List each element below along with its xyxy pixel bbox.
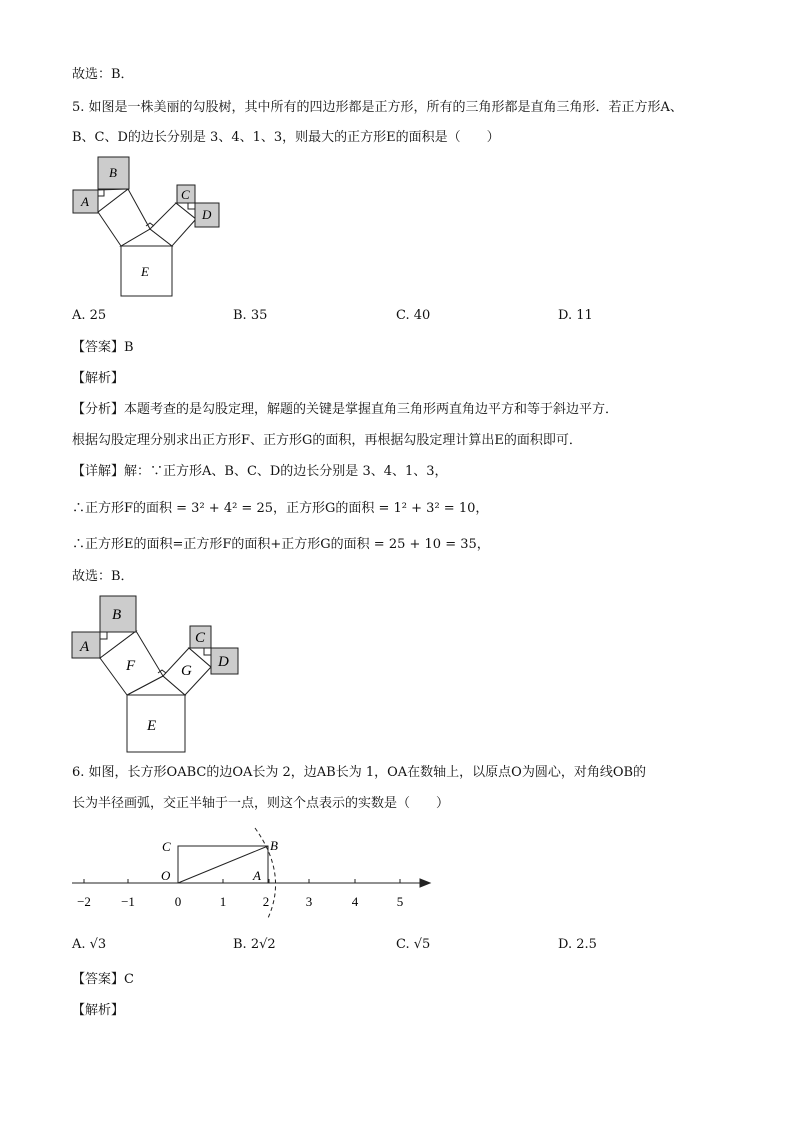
fig2-label-b: B bbox=[112, 607, 122, 623]
q5-pythagoras-tree-figure bbox=[70, 155, 230, 300]
tick-label-4: 4 bbox=[351, 894, 359, 909]
tick-label-3: 3 bbox=[305, 894, 313, 909]
fig1-label-e: E bbox=[141, 264, 149, 279]
q5-option-b: B. 35 bbox=[233, 308, 268, 323]
q5-detail-line2: ∴正方形F的面积 = 3² + 4² = 25，正方形G的面积 = 1² + 3² = 10， bbox=[72, 501, 489, 516]
q6-option-a: A. √3 bbox=[72, 937, 107, 952]
fig1-label-c: C bbox=[181, 187, 190, 202]
tick-label-5: 5 bbox=[396, 894, 404, 909]
q5-option-d: D. 11 bbox=[558, 308, 593, 323]
label-o: O bbox=[161, 868, 171, 883]
fig2-label-c: C bbox=[195, 630, 206, 646]
q6-option-c: C. √5 bbox=[396, 937, 431, 952]
q5-stem-line2: B、C、D的边长分别是 3、4、1、3，则最大的正方形E的面积是（ ） bbox=[72, 130, 500, 145]
q6-answer: 【答案】C bbox=[72, 972, 134, 987]
q5-detail-line1: 【详解】解：∵正方形A、B、C、D的边长分别是 3、4、1、3， bbox=[72, 464, 448, 479]
tick-label-neg2: −2 bbox=[77, 894, 91, 909]
tick-label-2: 2 bbox=[262, 894, 270, 909]
q5-analysis-line2: 根据勾股定理分别求出正方形F、正方形G的面积，再根据勾股定理计算出E的面积即可． bbox=[72, 433, 582, 448]
q6-analysis-heading: 【解析】 bbox=[72, 1003, 125, 1018]
q5-stem-line1: 5. 如图是一株美丽的勾股树，其中所有的四边形都是正方形，所有的三角形都是直角三角形．若正方形A、 bbox=[72, 100, 683, 115]
tick-label-1: 1 bbox=[219, 894, 227, 909]
fig1-label-b: B bbox=[109, 165, 117, 180]
q6-stem-line1: 6. 如图，长方形OABC的边OA长为 2，边AB长为 1，OA在数轴上，以原点O为圆心，对角线OB的 bbox=[72, 765, 647, 780]
q6-option-b: B. 2√2 bbox=[233, 937, 276, 952]
q5-analysis-line1: 【分析】本题考查的是勾股定理，解题的关键是掌握直角三角形两直角边平方和等于斜边平方． bbox=[72, 402, 619, 417]
label-b: B bbox=[270, 838, 278, 853]
label-c: C bbox=[162, 839, 171, 854]
fig1-label-a: A bbox=[81, 194, 89, 209]
fig2-label-d: D bbox=[218, 654, 229, 670]
fig2-label-f: F bbox=[126, 658, 136, 674]
q5-answer: 【答案】B bbox=[72, 340, 134, 355]
tick-label-0: 0 bbox=[174, 894, 182, 909]
tick-label-neg1: −1 bbox=[121, 894, 135, 909]
fig2-label-a: A bbox=[80, 639, 90, 655]
q5-solution-figure bbox=[70, 593, 245, 755]
q6-number-line-figure bbox=[66, 825, 436, 925]
q6-stem-line2: 长为半径画弧，交正半轴于一点，则这个点表示的实数是（ ） bbox=[72, 796, 450, 811]
q5-option-c: C. 40 bbox=[396, 308, 431, 323]
q5-detail-line3: ∴正方形E的面积=正方形F的面积+正方形G的面积 = 25 + 10 = 35， bbox=[72, 537, 490, 552]
q5-option-a: A. 25 bbox=[72, 308, 107, 323]
fig1-label-d: D bbox=[202, 207, 212, 222]
q5-analysis-heading: 【解析】 bbox=[72, 371, 125, 386]
fig2-label-e: E bbox=[147, 718, 157, 734]
q5-conclusion: 故选：B． bbox=[72, 569, 134, 584]
q6-option-d: D. 2.5 bbox=[558, 937, 597, 952]
prev-conclusion: 故选：B． bbox=[72, 67, 134, 82]
axis-arrow-icon bbox=[420, 879, 430, 887]
label-a: A bbox=[253, 868, 261, 883]
fig2-label-g: G bbox=[181, 663, 192, 679]
axis-tick-marks bbox=[84, 879, 400, 883]
